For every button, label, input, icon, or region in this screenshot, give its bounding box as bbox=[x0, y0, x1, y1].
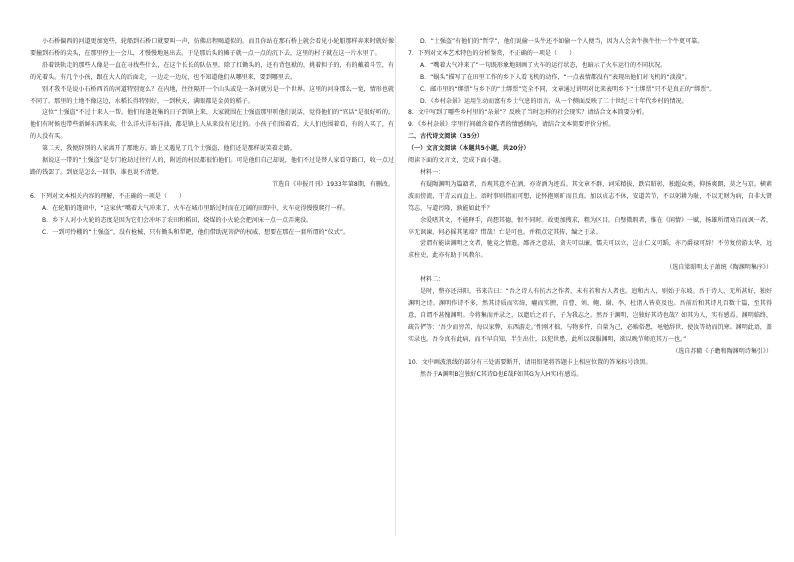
left-column bbox=[30, 36, 394, 562]
subsection-heading: （一）文言文阅读（本题共5小题，共20分） bbox=[408, 145, 530, 153]
question-10: 10．文中画波浪线的部分有三处需要断开，请用铅笔将答题卡上相应位置的答案标号涂黑。 bbox=[408, 359, 652, 367]
question-6-option-b: B．乡下人对小火轮的态度是因为它们会冲坏了农田和稻田，烧煤的小火轮会把河床一点一点弄淹没。 bbox=[42, 216, 313, 224]
column-divider bbox=[395, 36, 396, 536]
material-1-title: 材料一： bbox=[420, 168, 445, 176]
right-column bbox=[408, 36, 772, 562]
material-2-title: 材料二： bbox=[420, 276, 445, 284]
passage-paragraph: 沿着铁轨走的那些人像是一直在寻找些什么，在这个长长的队伍里，除了扛锄头的，还有背包袱的，挑着担子的，有的戴着斗笠，有的光着头。有几个小孩，跟在大人的后面走，一边走一边玩，也不知道他们从哪里来，要到哪里去。 bbox=[30, 61, 394, 81]
question-6-option-a: A．在轮船的篷窗中，“这家伙”嘴着大气冲来了，火车在城市里路过时而在辽阔的田野中，火车竟得慢慢爬行一样。 bbox=[42, 204, 349, 212]
material-1-paragraph: 有疑陶渊明为篇籍者，吾观其意不在酒，亦寄酒为迹焉。其文章不群，词采精拔，跌宕昭彰，独超众类，抑扬爽朗，莫之与京。横素波而傍流，干青云而直上。语时事则指而可想，论怀抱则旷而且真。加以贞志不休，安道苦节，不以躬耕为耻，不以无财为病，自非大贤笃志，与道污隆，孰能如此乎？ bbox=[408, 180, 772, 212]
passage-paragraph: 据说这一带的“土强盗”是专门抢劫过往行人的，附近的村民都很怕他们。可是他们自己却说，他们不过是替人家看守路口，收一点过路的钱罢了。到底是怎么一回事，谁也说不清楚。 bbox=[30, 157, 394, 176]
material-2-source: （选自苏辙《子瞻和陶渊明诗集引》） bbox=[672, 347, 772, 355]
material-1-paragraph: 尝谓有能读渊明之文者，驰竞之情遣，鄙吝之意祛，贪夫可以廉，懦夫可以立，岂止仁义可蹈，亦乃爵禄可辞！不劳复傍游太华，远求柱史，此亦有助于风教尔。 bbox=[408, 240, 772, 260]
reading-instruction: 阅读下面的文言文，完成下面小题。 bbox=[408, 157, 505, 165]
question-6-option-c: C．一到可怜棚的“土强盗”，没有枪械，只有锄头和犁耙，他们借助泥菩萨的权威，想要在那在一套所谓的“仪式”。 bbox=[42, 228, 349, 236]
question-7-option-c: C．邮市里的“绑票”与乡下的“土绑票”完全不同，文章通过讲明对比来表明乡下“土绑票”只不是真正的“绑票”。 bbox=[420, 85, 716, 93]
passage-paragraph: 小石桥偏西的河道更加宽些，轮船到石桥口就要叫一声，仿佛启程喝道似的。而且你站在那石桥上就会看见小轮船那样奔来时就好像要撞到石桥的尖头，在那里停上一会儿，才慢慢地退出去。于是那后头的摊子就一点一点的沉下去，这里的村子就在这一片水里了。 bbox=[30, 38, 394, 57]
passage-paragraph: 这位“土强盗”不过十来人一帮。他们每逢赶集的日子到镇上来，大家就围在土强盗那里听他们说话，觉得他们的“官话”是很好听的。他们有时候也带些新鲜东西来卖，什么洋火洋布洋油，都是镇上人从来没有见过的。小孩子们围着看，大人们也围着看，有的人买了，有的人没有买。 bbox=[30, 109, 394, 141]
section-heading: 二、古代诗文阅读（35分） bbox=[408, 133, 483, 141]
passage-paragraph: 别才我不是说小石桥西首的河道特别宽么？在内地，往往隔开一个山头或是一条河就另是一个世界。这里的河身那么一宽，情形也就不同了。那里的土地不像这边，水稻长得特别好，一到秋天，满眼都是金黄的稻子。 bbox=[30, 85, 394, 105]
question-9: 9．《乡村杂景》字里行间蕴含着作者的情感倾向，请结合文本简要评价分析。 bbox=[408, 121, 615, 129]
passage-source: 节选自《申报月刊》1933年第8期，有删改。 bbox=[271, 180, 394, 188]
question-7-option-b: B．“蜗头”描写了在田里工作的乡下人看飞机的动作，“一点表情都没有”表现出他们对飞机的“淡漠”。 bbox=[420, 73, 691, 81]
material-2-paragraph: 是时，整亦还浔阳，书来告曰：“吾之诗人有抗古之作者，未有若和古人者也。追和古人，则始于东坡。吾于诗人，无所甚好，独好渊明之诗。渊明作诗不多，然其诗质而实绮，癯而实腴，自曹、刘、鲍、谢、李、杜诸人皆莫及也。吾前后和其诗凡百数十篇，至其得意，自谓不甚愧渊明。今将集而并录之，以遗后之君子，子为我志之。然吾于渊明，岂独好其诗也哉？如其为人，实有感焉。渊明临终，疏告俨等：‘吾少而穷苦，每以家弊，东西游走。’性刚才拙，与物多忤，自量为己，必贻俗患，黾勉辞世，使汝等幼而饥寒。渊明此语，盖实录也。吾今真有此病，而不早自知，半生出仕，以犯世患，此所以深服渊明，欲以晚节师范其万一也。” bbox=[408, 288, 772, 343]
question-6-stem: 6．下列对文本相关内容的理解，不正确的一项是（ ） bbox=[30, 192, 186, 200]
question-7-option-a: A．“嘴着大气冲来了”一句既形象地刻画了火车的运行状态，也暗示了火车运行的不同状况。 bbox=[420, 61, 667, 69]
question-6-option-d: D．“土强盗”有他们的“哲学”，他们说偷一头牛还不如偷一个人便当，因为人会舍牛换牛往一个牛更可靠。 bbox=[420, 38, 704, 45]
question-8: 8．文中写到了哪些乡村里的“杂景”？反映了当时怎样的社会现实？请结合文本简要分析。 bbox=[408, 109, 648, 117]
material-1-source: （选自梁昭明太子萧统《陶渊明集序》） bbox=[666, 264, 772, 272]
passage-paragraph: 第二天，我便辞别的人家离开了那地方。路上又遇见了几个土强盗，他们还是那样说笑着走路。 bbox=[42, 145, 296, 153]
material-1-paragraph: 余爱嗜其文，不能释手，尚想其德，恨不同时。故更加搜求，粗为区目。白璧微瑕者，惟在《闲情》一赋，扬雄所谓劝百而讽一者，卒无讽谏，何必摇其笔端？惜哉！亡是可也。并粗点定其传，编之于录。 bbox=[408, 216, 772, 236]
question-10-text: 然吾于A渊明B岂独好C其诗D也E哉F如其G为人H实I有感焉。 bbox=[420, 371, 583, 379]
question-7-option-d: D．《乡村杂景》运用生动而富有乡土气息的语言，从一个侧面反映了二十世纪三十年代乡村的情况。 bbox=[420, 97, 688, 105]
question-7-stem: 7．下列对文本艺术特色的分析鉴赏，不正确的一项是（ ） bbox=[408, 49, 576, 57]
